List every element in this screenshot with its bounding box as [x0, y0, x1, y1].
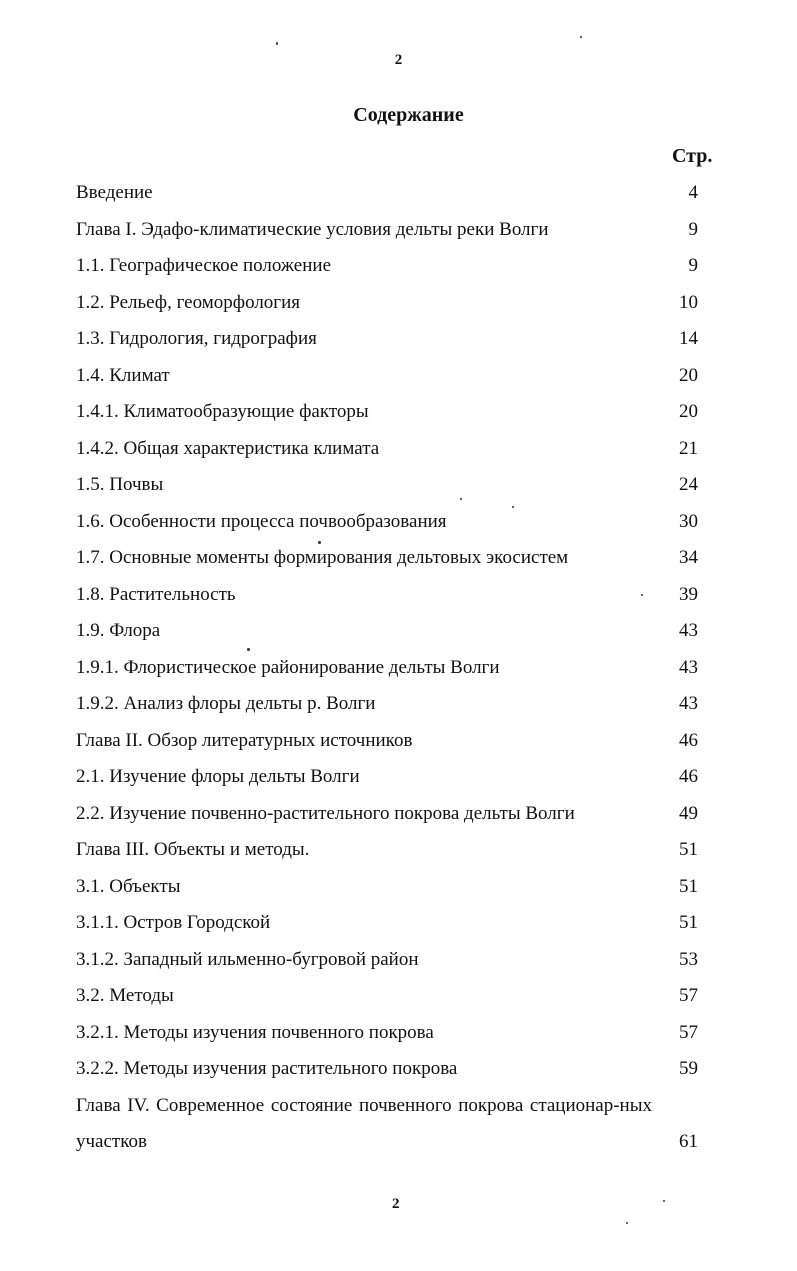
- toc-entry-page: 43: [679, 693, 698, 714]
- toc-entry-page: 46: [679, 729, 698, 751]
- toc-entry: [76, 248, 716, 285]
- toc-entry: [76, 905, 716, 942]
- toc-entry-page: 4: [688, 182, 698, 203]
- toc-entry-page: 20: [679, 401, 698, 422]
- toc-entry-page: 9: [688, 255, 698, 276]
- toc-entry-title: 2.1. Изучение флоры дельты Волги: [76, 766, 360, 787]
- toc-entry-page: 53: [679, 948, 698, 970]
- toc-entry-title: 1.8. Растительность: [76, 583, 236, 605]
- scan-speck: [276, 42, 278, 45]
- toc-entry-title: 1.7. Основные моменты формирования дельтовых экосистем: [76, 547, 569, 568]
- toc-entry: [76, 577, 716, 614]
- toc-entry: [76, 467, 716, 504]
- page-title: Содержание: [353, 104, 464, 126]
- toc-entry-title: Глава I. Эдафо-климатические условия дельты реки Волги: [76, 218, 549, 240]
- toc-entry-title: 1.2. Рельеф, геоморфология: [76, 291, 301, 313]
- toc-entry-page: 57: [679, 985, 698, 1006]
- table-of-contents: [76, 175, 716, 1161]
- toc-entry-title: Глава III. Объекты и методы.: [76, 839, 310, 860]
- toc-entry-page: 10: [679, 291, 698, 313]
- toc-entry-page: 51: [679, 839, 698, 860]
- toc-entry-page: 51: [679, 912, 698, 933]
- toc-entry: [76, 978, 716, 1015]
- toc-entry: [76, 1051, 716, 1088]
- toc-entry-page: 43: [679, 620, 698, 641]
- toc-entry-page: 21: [679, 437, 698, 459]
- toc-entry-page: 51: [679, 875, 698, 897]
- toc-entry: [76, 540, 716, 577]
- scan-speck: [663, 1200, 665, 1202]
- toc-entry-page: 61: [679, 1131, 698, 1152]
- toc-entry: [76, 175, 716, 212]
- scan-speck: [318, 541, 321, 544]
- toc-entry-page: 14: [679, 328, 698, 349]
- scan-speck: [460, 498, 462, 500]
- toc-entry: [76, 832, 716, 869]
- toc-entry: [76, 212, 716, 249]
- toc-entry-title: 1.9.1. Флористическое районирование дельты Волги: [76, 656, 500, 678]
- toc-entry-title: 1.1. Географическое положение: [76, 255, 332, 276]
- toc-entry: [76, 759, 716, 796]
- toc-entry-title: 1.6. Особенности процесса почвообразования: [76, 510, 447, 532]
- scan-speck: [247, 648, 250, 651]
- scan-speck: [512, 506, 514, 508]
- toc-entry-title: 1.9. Флора: [76, 620, 161, 641]
- toc-entry-page: 49: [679, 802, 698, 824]
- toc-entry-page: 9: [688, 218, 698, 240]
- toc-entry-title: 3.1.2. Западный ильменно-бугровой район: [76, 948, 419, 970]
- toc-entry-page: 57: [679, 1021, 698, 1043]
- toc-entry: [76, 504, 716, 541]
- scan-speck: [580, 36, 582, 38]
- toc-entry: [76, 431, 716, 468]
- toc-entry: [76, 358, 716, 395]
- toc-entry-title: 2.2. Изучение почвенно-растительного покрова дельты Волги: [76, 802, 575, 824]
- toc-entry-page: 24: [679, 474, 698, 495]
- scan-speck: [641, 594, 643, 596]
- toc-entry-title: 1.5. Почвы: [76, 474, 164, 495]
- toc-entry: [76, 686, 716, 723]
- toc-entry-title: 3.1. Объекты: [76, 875, 181, 897]
- toc-entry: [76, 1015, 716, 1052]
- toc-entry-title: 1.4. Климат: [76, 364, 170, 386]
- toc-entry: [76, 285, 716, 322]
- toc-entry-page: 20: [679, 364, 698, 386]
- toc-entry-title: 1.9.2. Анализ флоры дельты р. Волги: [76, 693, 376, 714]
- toc-entry-page: 30: [679, 510, 698, 532]
- toc-entry: [76, 869, 716, 906]
- page-column-header: Стр.: [672, 145, 713, 167]
- toc-entry: [76, 723, 716, 760]
- toc-entry-title: 3.2. Методы: [76, 985, 174, 1006]
- toc-entry-page: 59: [679, 1058, 698, 1079]
- toc-entry-title: 3.1.1. Остров Городской: [76, 912, 271, 933]
- toc-entry-title: Введение: [76, 182, 153, 203]
- toc-entry-page: 46: [679, 766, 698, 787]
- toc-entry-title: 1.4.2. Общая характеристика климата: [76, 437, 380, 459]
- toc-entry: [76, 321, 716, 358]
- scan-speck: [626, 1222, 628, 1224]
- toc-entry: [76, 650, 716, 687]
- toc-entry: [76, 942, 716, 979]
- toc-entry-title: 3.2.2. Методы изучения растительного покрова: [76, 1058, 458, 1079]
- toc-entry: [76, 394, 716, 431]
- toc-entry-title: 1.3. Гидрология, гидрография: [76, 328, 317, 349]
- toc-entry-page: 34: [679, 547, 698, 568]
- toc-entry-title: 3.2.1. Методы изучения почвенного покрова: [76, 1021, 434, 1043]
- toc-entry-page: 43: [679, 656, 698, 678]
- toc-entry-title: Глава IV. Современное состояние почвенного покрова стационар-ных участков: [76, 1094, 652, 1152]
- toc-entry-title: Глава II. Обзор литературных источников: [76, 729, 413, 751]
- toc-entry-title: 1.4.1. Климатообразующие факторы: [76, 401, 369, 422]
- toc-entry: [76, 1088, 716, 1161]
- page-number-bottom: 2: [392, 1196, 400, 1212]
- page-number-top: 2: [394, 52, 403, 68]
- toc-entry: [76, 796, 716, 833]
- toc-entry: [76, 613, 716, 650]
- toc-entry-page: 39: [679, 583, 698, 605]
